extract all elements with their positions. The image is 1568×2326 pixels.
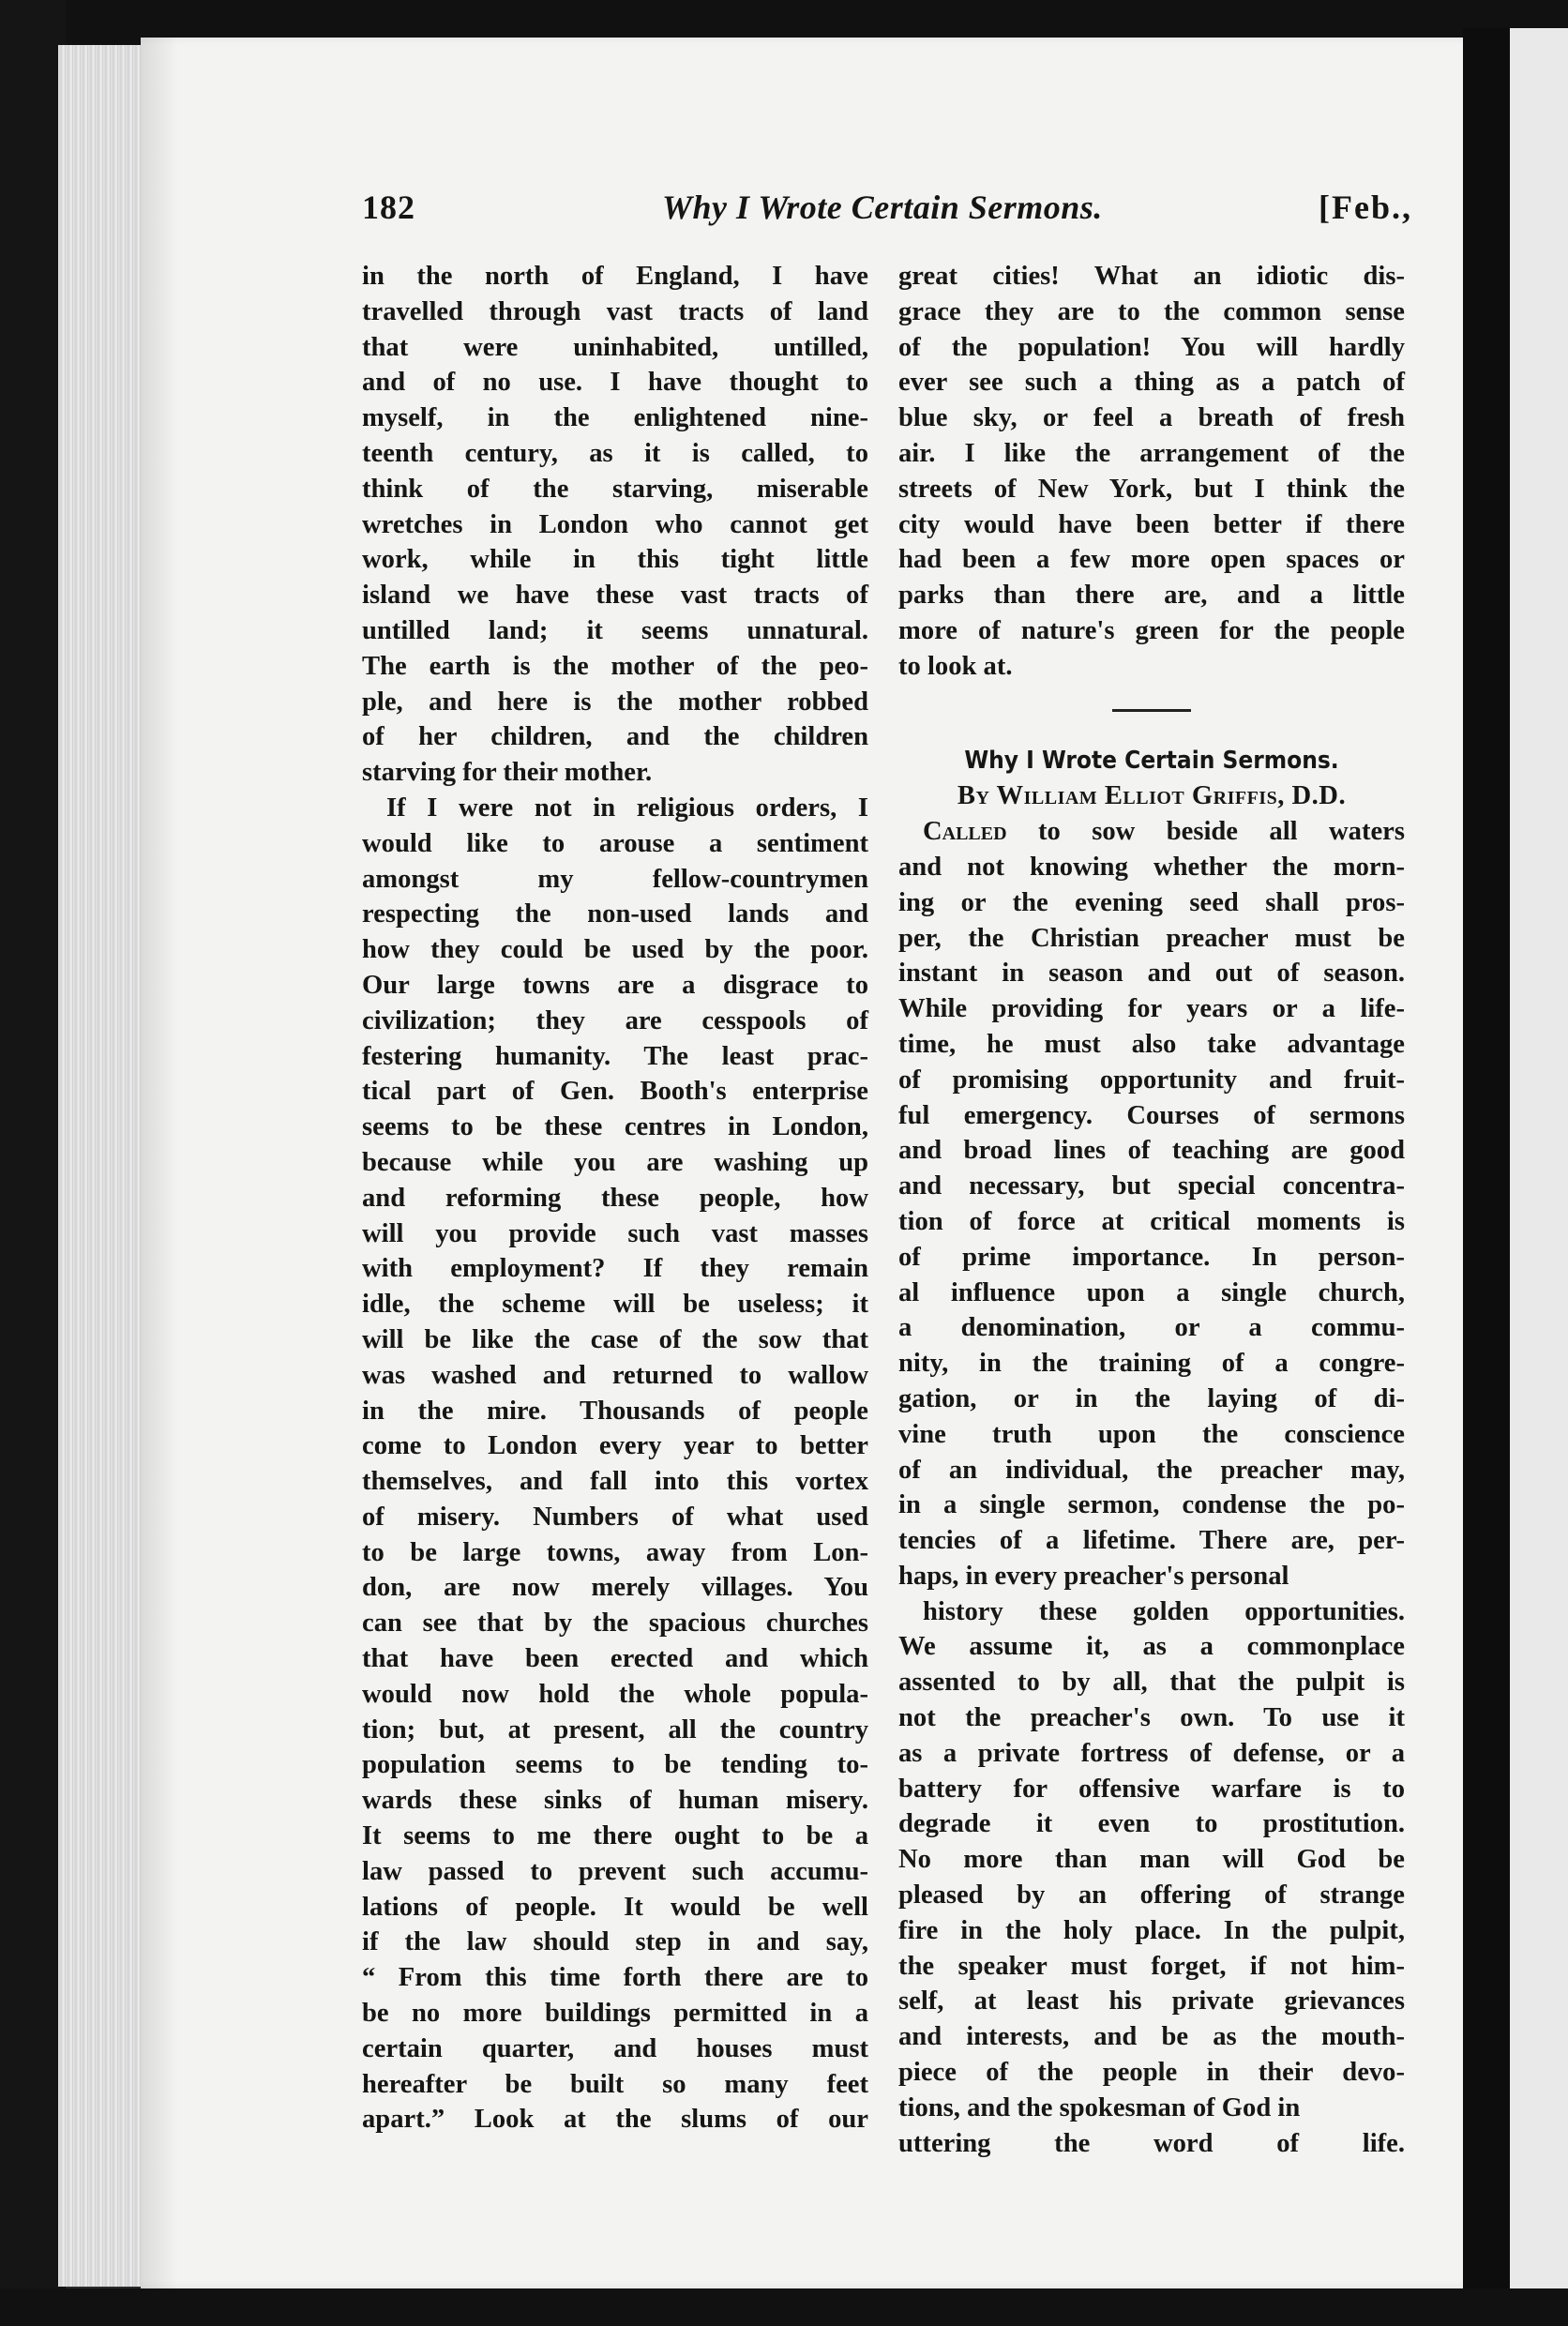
text-line: certain quarter, and houses must [362,2033,868,2063]
text-line: blue sky, or feel a breath of fresh [898,403,1405,433]
text-line: themselves, and fall into this vortex [362,1467,868,1497]
text-line: think of the starving, miserable [362,474,868,504]
text-line: time, he must also take advantage [898,1029,1405,1059]
running-title: Why I Wrote Certain Sermons. [662,189,1103,226]
article-body [898,850,1405,2161]
text-line: be no more buildings permitted in a [362,1999,868,2029]
left-column [362,259,868,2137]
text-line: that were uninhabited, untilled, [362,332,868,362]
right-column [898,259,1405,2161]
text-line: and broad lines of teaching are good [898,1136,1405,1166]
text-line: per, the Christian preacher must be [898,923,1405,953]
text-line: and not knowing whether the morn- [898,852,1405,882]
text-line: air. I like the arrangement of the [898,438,1405,468]
text-line: civilization; they are cesspools of [362,1005,868,1035]
text-line: festering humanity. The least prac- [362,1041,868,1071]
text-line: untilled land; it seems unnatural. [362,615,868,645]
text-line: island we have these vast tracts of [362,581,868,611]
article-title: Why I Wrote Certain Sermons. [964,746,1339,775]
text-line: of an individual, the preacher may, [898,1455,1405,1485]
text-line: tion of force at critical moments is [898,1206,1405,1236]
text-line: don, are now merely villages. You [362,1573,868,1603]
scan-background-bottom [0,2288,1568,2326]
text-line: would now hold the whole popula- [362,1679,868,1709]
text-line: of prime importance. In person- [898,1242,1405,1272]
text-line: We assume it, as a commonplace [898,1632,1405,1662]
text-line: and of no use. I have thought to [362,368,868,398]
text-line: teenth century, as it is called, to [362,438,868,468]
text-line: ful emergency. Courses of sermons [898,1100,1405,1130]
text-line: had been a few more open spaces or [898,545,1405,575]
text-line: instant in season and out of season. [898,959,1405,989]
text-line: will you provide such vast masses [362,1218,868,1248]
text-line: Our large towns are a disgrace to [362,970,868,1000]
text-line: ple, and here is the mother robbed [362,687,868,717]
text-line: piece of the people in their devo- [898,2058,1405,2088]
text-line: and necessary, but special concentra- [898,1171,1405,1201]
text-line: how they could be used by the poor. [362,935,868,965]
text-line: myself, in the enlightened nine- [362,403,868,433]
text-line: uttering the word of life. [898,2128,1405,2158]
text-line: history these golden opportunities. [923,1596,1405,1626]
text-line: would like to arouse a sentiment [362,828,868,858]
text-line: haps, in every preacher's personal [898,1561,1289,1591]
text-line: apart.” Look at the slums of our [362,2105,868,2135]
text-line: degrade it even to prostitution. [898,1809,1405,1839]
text-line: parks than there are, and a little [898,581,1405,611]
text-line: tical part of Gen. Booth's enterprise [362,1077,868,1107]
text-line: starving for their mother. [362,758,653,788]
text-line: great cities! What an idiotic dis- [898,262,1405,291]
text-line: pleased by an offering of strange [898,1880,1405,1911]
text-line: “ From this time forth there are to [362,1963,868,1993]
text-line: the speaker must forget, if not him- [898,1951,1405,1981]
text-line: to be large towns, away from Lon- [362,1537,868,1567]
text-line: assented to by all, that the pulpit is [898,1668,1405,1698]
text-line: ever see such a thing as a patch of [898,368,1405,398]
text-line: not the preacher's own. To use it [898,1703,1405,1733]
text-line: a denomination, or a commu- [898,1313,1405,1343]
text-line: ing or the evening seed shall pros- [898,887,1405,917]
text-line: tions, and the spokesman of God in [898,2092,1301,2122]
text-line: with employment? If they remain [362,1254,868,1284]
text-line: seems to be these centres in London, [362,1112,868,1142]
text-line: lations of people. It would be well [362,1892,868,1922]
article-first-line [898,814,1405,850]
text-line: of her children, and the children [362,722,868,752]
text-line: work, while in this tight little [362,545,868,575]
text-line: idle, the scheme will be useless; it [362,1290,868,1320]
section-rule [1112,709,1191,712]
text-line: was washed and returned to wallow [362,1360,868,1390]
text-line: that have been erected and which [362,1644,868,1674]
text-line: as a private fortress of defense, or a [898,1738,1405,1768]
next-page-edge [1510,28,1568,2317]
text-line: wretches in London who cannot get [362,509,868,539]
gutter-shadow [141,38,178,2288]
text-line: wards these sinks of human misery. [362,1786,868,1816]
text-line: population seems to be tending to- [362,1750,868,1780]
text-line: gation, or in the laying of di- [898,1383,1405,1413]
text-line: of misery. Numbers of what used [362,1502,868,1532]
text-line: law passed to prevent such accumu- [362,1856,868,1886]
article-byline: By William Elliot Griffis, D.D. [957,781,1347,811]
right-column-continuation [898,259,1405,685]
text-line: tion; but, at present, all the country [362,1714,868,1744]
running-header [362,188,1412,240]
text-line: in a single sermon, condense the po- [898,1490,1405,1520]
text-line: more of nature's green for the people [898,615,1405,645]
text-line: travelled through vast tracts of land [362,296,868,326]
text-line: of the population! You will hardly [898,332,1405,362]
text-line: will be like the case of the sow that [362,1324,868,1354]
running-month: [Feb., [1319,189,1412,226]
text-line: to look at. [898,651,1013,681]
text-line: al influence upon a single church, [898,1277,1405,1307]
text-line: come to London every year to better [362,1431,868,1461]
text-line: fire in the holy place. In the pulpit, [898,1915,1405,1945]
scan-background-left [0,0,66,2326]
text-line: in the north of England, I have [362,262,868,291]
text-line: vine truth upon the conscience [898,1419,1405,1449]
text-line: and reforming these people, how [362,1183,868,1213]
page-number: 182 [362,189,415,226]
text-line: can see that by the spacious churches [362,1609,868,1639]
text-line: grace they are to the common sense [898,296,1405,326]
article-first-line-rest: to sow beside all waters [1006,817,1405,847]
text-line: hereafter be built so many feet [362,2069,868,2099]
article-first-word: Called [923,817,1007,847]
text-line: streets of New York, but I think the [898,474,1405,504]
text-line: in the mire. Thousands of people [362,1396,868,1426]
text-line: amongst my fellow-countrymen [362,864,868,894]
binding-shadow [1463,28,1510,2317]
text-line: If I were not in religious orders, I [386,793,868,823]
text-line: battery for offensive warfare is to [898,1774,1405,1804]
text-line: self, at least his private grievances [898,1986,1405,2016]
text-line: tencies of a lifetime. There are, per- [898,1526,1405,1556]
text-line: if the law should step in and say, [362,1927,868,1957]
text-line: No more than man will God be [898,1845,1405,1875]
text-line: The earth is the mother of the peo- [362,651,868,681]
text-line: of promising opportunity and fruit- [898,1065,1405,1095]
text-line: While providing for years or a life- [898,994,1405,1024]
text-line: nity, in the training of a congre- [898,1349,1405,1379]
text-line: city would have been better if there [898,509,1405,539]
text-line: respecting the non-used lands and [362,899,868,929]
text-line: because while you are washing up [362,1147,868,1177]
text-line: It seems to me there ought to be a [362,1821,868,1851]
text-line: and interests, and be as the mouth- [898,2022,1405,2052]
